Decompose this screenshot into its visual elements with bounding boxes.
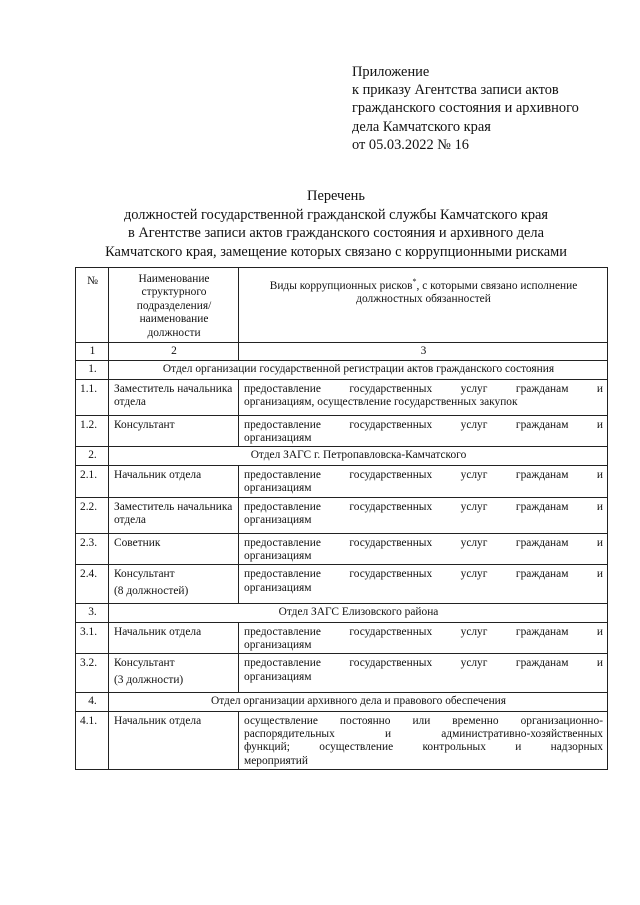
section-row [76,693,608,711]
risk-line: организациям [244,581,312,594]
corruption-risk-cell [239,533,608,565]
risk-line: предоставление государственных услуг гражданам и [244,500,603,513]
risk-line: предоставление государственных услуг гражданам и [244,568,603,581]
risk-line: предоставление государственных услуг гражданам и [244,625,603,638]
corruption-risk-cell [239,415,608,447]
corruption-risk-cell [239,465,608,497]
table-row [76,565,608,604]
table-row [76,497,608,533]
row-number: 2.1. [76,465,109,497]
appendix-line: от 05.03.2022 № 16 [352,136,469,153]
position-count: (3 должности) [114,673,184,686]
table-row [76,622,608,654]
position-name-cell [109,497,239,533]
section-title: Отдел организации архивного дела и правового обеспечения [109,693,608,711]
risk-line: организациям [244,432,312,445]
table-header-row [76,268,608,343]
table-body [76,361,608,770]
header-risk-text-tail: , с которыми связано исполнение должностных обязанностей [356,280,578,306]
column-index-row [76,343,608,361]
header-risk-text: Виды коррупционных рисков [269,280,413,292]
title-line: в Агентстве записи актов гражданского состояния и архивного дела [128,225,544,242]
risk-line: мероприятий [244,754,308,767]
row-number: 1.1. [76,379,109,415]
risk-line: предоставление государственных услуг гражданам и [244,468,603,481]
risk-line: предоставление государственных услуг гражданам и [244,536,603,549]
document-title [0,187,640,261]
title-line: Камчатского края, замещение которых связано с коррупционными рисками [105,243,567,260]
section-row [76,604,608,622]
row-number: 4.1. [76,711,109,770]
position-name-cell [109,654,239,693]
position-name: Советник [114,536,161,549]
risk-line: распорядительных и административно-хозяйственных [244,727,603,740]
risk-line: организациям [244,514,312,527]
section-number: 4. [76,693,109,711]
row-number: 2.2. [76,497,109,533]
column-index: 1 [76,343,109,361]
corruption-risk-cell [239,497,608,533]
row-number: 3.2. [76,654,109,693]
column-index: 3 [239,343,608,361]
position-name: Заместитель начальника отдела [114,500,233,527]
position-name: Консультант [114,568,175,581]
corruption-risk-cell [239,711,608,770]
table-row [76,379,608,415]
header-number: № [76,268,109,343]
row-number: 2.4. [76,565,109,604]
row-number: 3.1. [76,622,109,654]
section-row [76,447,608,465]
appendix-line: Приложение [352,64,430,80]
positions-table [75,267,608,770]
risk-line: организациям [244,549,312,562]
corruption-risk-cell [239,379,608,415]
position-name-cell [109,711,239,770]
position-name-cell [109,415,239,447]
table-row [76,415,608,447]
risk-line: предоставление государственных услуг гражданам и [244,382,603,395]
position-name-cell [109,622,239,654]
table-row [76,465,608,497]
position-name-cell [109,533,239,565]
column-index: 2 [109,343,239,361]
risk-line: организациям, осуществление государственных закупок [244,396,518,409]
section-title: Отдел организации государственной регистрации актов гражданского состояния [109,361,608,379]
position-name: Заместитель начальника отдела [114,382,233,409]
position-name: Начальник отдела [114,625,202,638]
position-count: (8 должностей) [114,584,189,597]
appendix-line: дела Камчатского края [352,118,491,135]
title-line: Перечень [307,188,365,204]
section-title: Отдел ЗАГС Елизовского района [109,604,608,622]
position-name: Начальник отдела [114,714,202,727]
appendix-line: гражданского состояния и архивного [352,100,579,117]
table-row [76,711,608,770]
footnote-star: * [412,277,417,286]
position-name: Консультант [114,657,175,670]
risk-line: осуществление постоянно или временно организационно- [244,714,603,727]
section-title: Отдел ЗАГС г. Петропавловска-Камчатского [109,447,608,465]
corruption-risk-cell [239,565,608,604]
header-corruption-risks [239,268,608,343]
position-name-cell [109,465,239,497]
position-name-cell [109,565,239,604]
section-number: 2. [76,447,109,465]
risk-line: предоставление государственных услуг гражданам и [244,418,603,431]
position-name: Начальник отдела [114,468,202,481]
section-row [76,361,608,379]
position-name: Консультант [114,418,175,431]
risk-line: функций; осуществление контрольных и надзорных [244,741,603,754]
section-number: 3. [76,604,109,622]
row-number: 1.2. [76,415,109,447]
corruption-risk-cell [239,654,608,693]
corruption-risk-cell [239,622,608,654]
section-number: 1. [76,361,109,379]
header-position-name: Наименование структурного подразделения/ наименование должности [109,268,239,343]
risk-line: предоставление государственных услуг гражданам и [244,657,603,670]
risk-line: организациям [244,638,312,651]
risk-line: организациям [244,482,312,495]
appendix-line: к приказу Агентства записи актов [352,82,559,99]
table-row [76,654,608,693]
row-number: 2.3. [76,533,109,565]
table-row [76,533,608,565]
appendix-block [352,63,579,154]
position-name-cell [109,379,239,415]
title-line: должностей государственной гражданской службы Камчатского края [123,206,549,223]
risk-line: организациям [244,670,312,683]
